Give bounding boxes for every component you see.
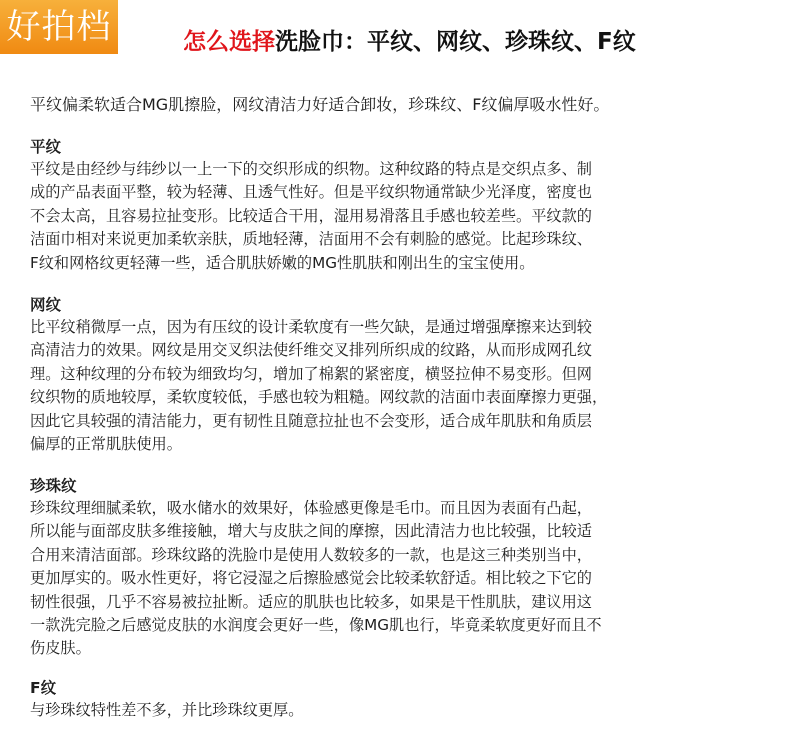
section-mesh-weave — [30, 294, 770, 456]
text-line: 一款洗完脸之后感觉皮肤的水润度会更好一些，像MG肌也行，毕竟柔软度更好而且不 — [30, 616, 602, 635]
brand-logo-text: 好拍档 — [6, 7, 112, 47]
text-line: 理。这种纹理的分布较为细致均匀，增加了棉絮的紧密度，横竖拉伸不易变形。但网 — [30, 364, 592, 383]
section-body — [30, 497, 770, 661]
text-line: 高清洁力的效果。网纹是用交叉织法使纤维交叉排列所织成的纹路，从而形成网孔纹 — [30, 341, 592, 360]
header — [0, 0, 790, 72]
text-line: 偏厚的正常肌肤使用。 — [30, 435, 182, 454]
text-line: 所以能与面部皮肤多维接触，增大与皮肤之间的摩擦，因此清洁力也比较强，比较适 — [30, 522, 592, 541]
page-title — [183, 26, 636, 58]
text-line: 因此它具较强的清洁能力，更有韧性且随意拉扯也不会变形，适合成年肌肤和角质层 — [30, 411, 592, 430]
text-line: 珍珠纹理细腻柔软，吸水储水的效果好，体验感更像是毛巾。而且因为表面有凸起， — [30, 499, 592, 517]
section-title: 平纹 — [30, 138, 62, 156]
intro-summary: 平纹偏柔软适合MG肌擦脸，网纹清洁力好适合卸妆，珍珠纹、F纹偏厚吸水性好。 — [30, 95, 610, 114]
brand-logo — [0, 0, 118, 54]
page-title-main: 洗脸巾：平纹、网纹、珍珠纹、F纹 — [275, 29, 636, 55]
text-line: F纹和网格纹更轻薄一些，适合肌肤娇嫩的MG性肌肤和刚出生的宝宝使用。 — [30, 253, 535, 272]
section-body — [30, 316, 770, 456]
section-f-weave — [30, 677, 770, 722]
section-title: 珍珠纹 — [30, 477, 77, 495]
section-plain-weave — [30, 136, 770, 275]
page-title-accent: 怎么选择 — [183, 29, 275, 55]
text-line: 成的产品表面平整，较为轻薄、且透气性好。但是平纹织物通常缺少光泽度，密度也 — [30, 183, 592, 202]
text-line: 伤皮肤。 — [30, 639, 91, 658]
section-title: 网纹 — [30, 296, 62, 314]
section-title: F纹 — [30, 679, 57, 697]
text-line: 不会太高，且容易拉扯变形。比较适合干用，湿用易滑落且手感也较差些。平纹款的 — [30, 206, 592, 225]
text-line: 韧性很强，几乎不容易被拉扯断。适应的肌肤也比较多，如果是干性肌肤，建议用这 — [30, 592, 592, 611]
section-body — [30, 699, 770, 722]
section-pearl-weave — [30, 475, 770, 661]
section-body — [30, 158, 770, 275]
text-line: 纹织物的质地较厚，柔软度较低，手感也较为粗糙。网纹款的洁面巾表面摩擦力更强， — [30, 388, 608, 407]
text-line: 平纹是由经纱与纬纱以一上一下的交织形成的织物。这种纹路的特点是交织点多、制 — [30, 160, 592, 178]
text-line: 比平纹稍微厚一点，因为有压纹的设计柔软度有一些欠缺，是通过增强摩擦来达到较 — [30, 318, 592, 336]
text-line: 与珍珠纹特性差不多，并比珍珠纹更厚。 — [30, 701, 304, 719]
text-line: 合用来清洁面部。珍珠纹路的洗脸巾是使用人数较多的一款，也是这三种类别当中， — [30, 545, 592, 564]
text-line: 洁面巾相对来说更加柔软亲肤，质地轻薄，洁面用不会有刺脸的感觉。比起珍珠纹、 — [30, 230, 592, 249]
text-line: 更加厚实的。吸水性更好，将它浸湿之后擦脸感觉会比较柔软舒适。相比较之下它的 — [30, 569, 592, 588]
